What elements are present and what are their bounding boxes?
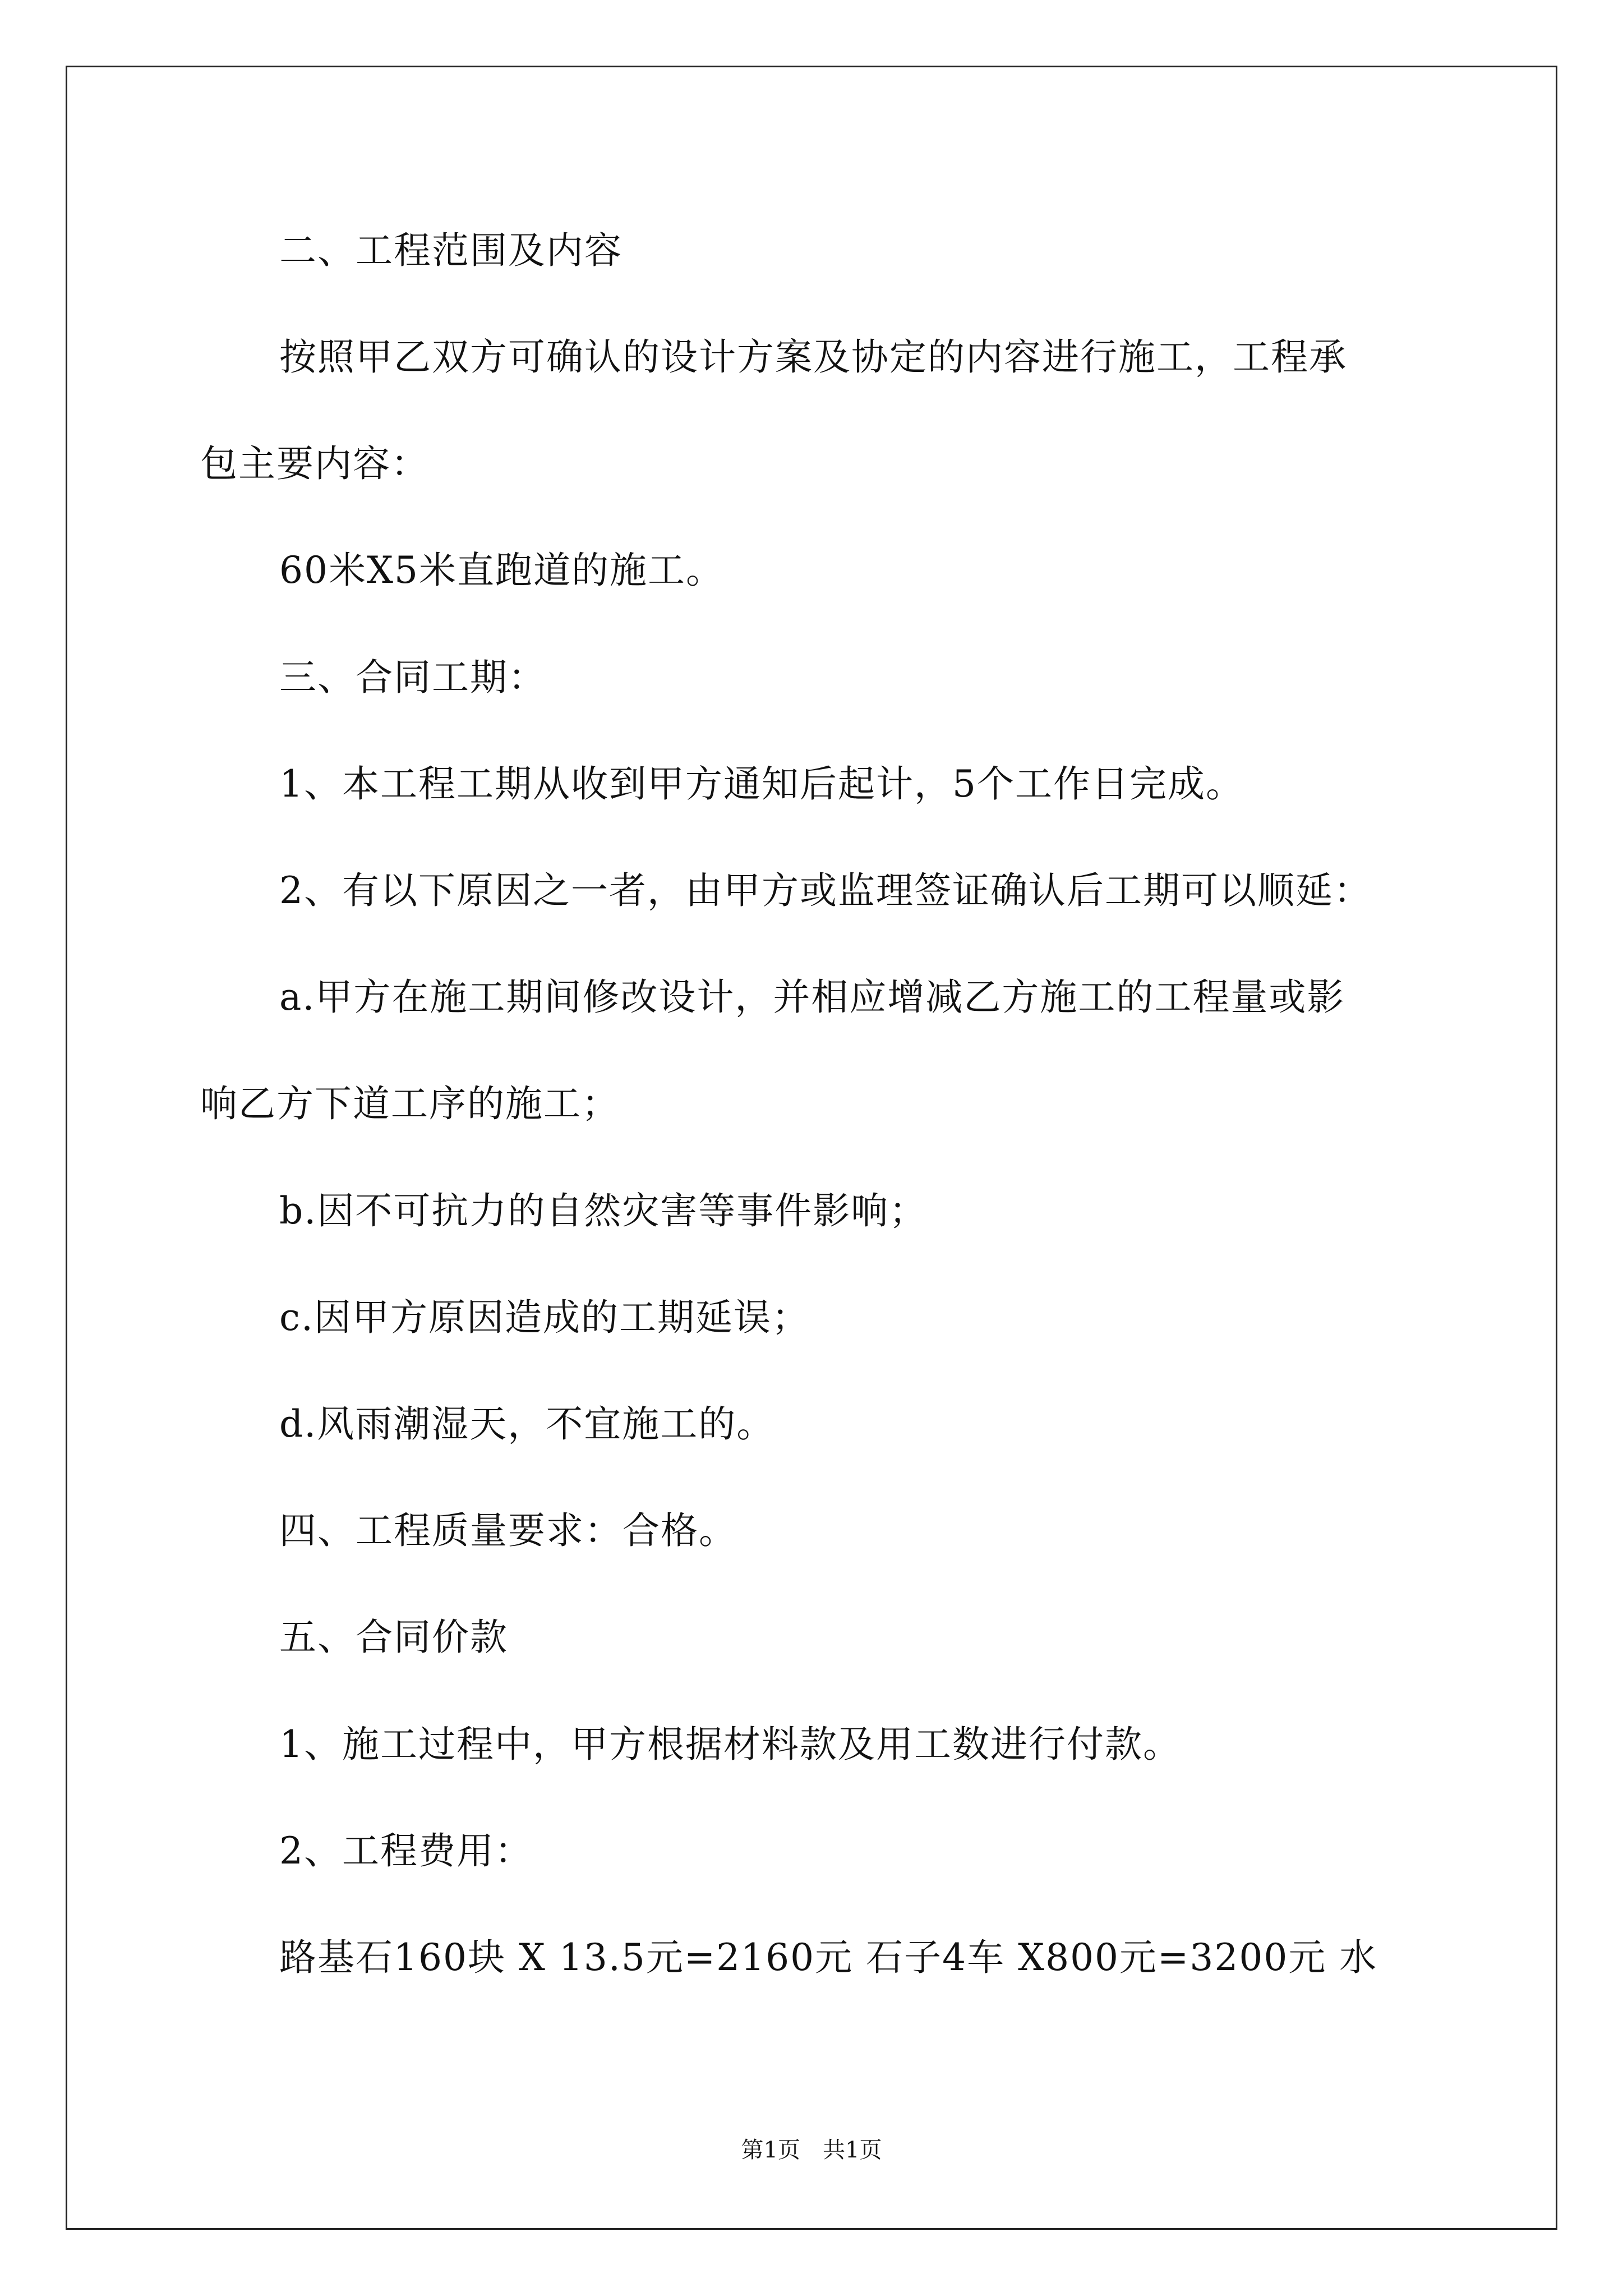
section-heading-price: 五、合同价款 (279, 1616, 508, 1659)
paragraph-line: c.因甲方原因造成的工期延误； (279, 1296, 810, 1339)
paragraph-line: a.甲方在施工期间修改设计，并相应增减乙方施工的工程量或影 (279, 976, 1345, 1019)
paragraph-line: 2、有以下原因之一者，由甲方或监理签证确认后工期可以顺延： (279, 869, 1372, 912)
paragraph-line: 包主要内容： (200, 442, 429, 485)
paragraph-line: 响乙方下道工序的施工； (200, 1082, 620, 1125)
paragraph-line: 1、本工程工期从收到甲方通知后起计，5个工作日完成。 (279, 762, 1244, 806)
page-footer: 第1页 共1页 (741, 2137, 882, 2163)
paragraph-line: 1、施工过程中，甲方根据材料款及用工数进行付款。 (279, 1723, 1181, 1766)
paragraph-line: 60米X5米直跑道的施工。 (279, 549, 724, 592)
paragraph-line: 按照甲乙双方可确认的设计方案及协定的内容进行施工，工程承 (279, 335, 1347, 379)
section-heading-period: 三、合同工期： (279, 656, 546, 699)
paragraph-line: 路基石160块 X 13.5元=2160元 石子4车 X800元=3200元 水 (279, 1936, 1378, 1979)
paragraph-line: d.风雨潮湿天，不宜施工的。 (279, 1402, 775, 1446)
paragraph-line: b.因不可抗力的自然灾害等事件影响； (279, 1189, 928, 1232)
page-border (66, 66, 1557, 2230)
section-heading-scope: 二、工程范围及内容 (279, 229, 623, 272)
section-heading-quality: 四、工程质量要求：合格。 (279, 1509, 737, 1552)
paragraph-line: 2、工程费用： (279, 1829, 533, 1872)
